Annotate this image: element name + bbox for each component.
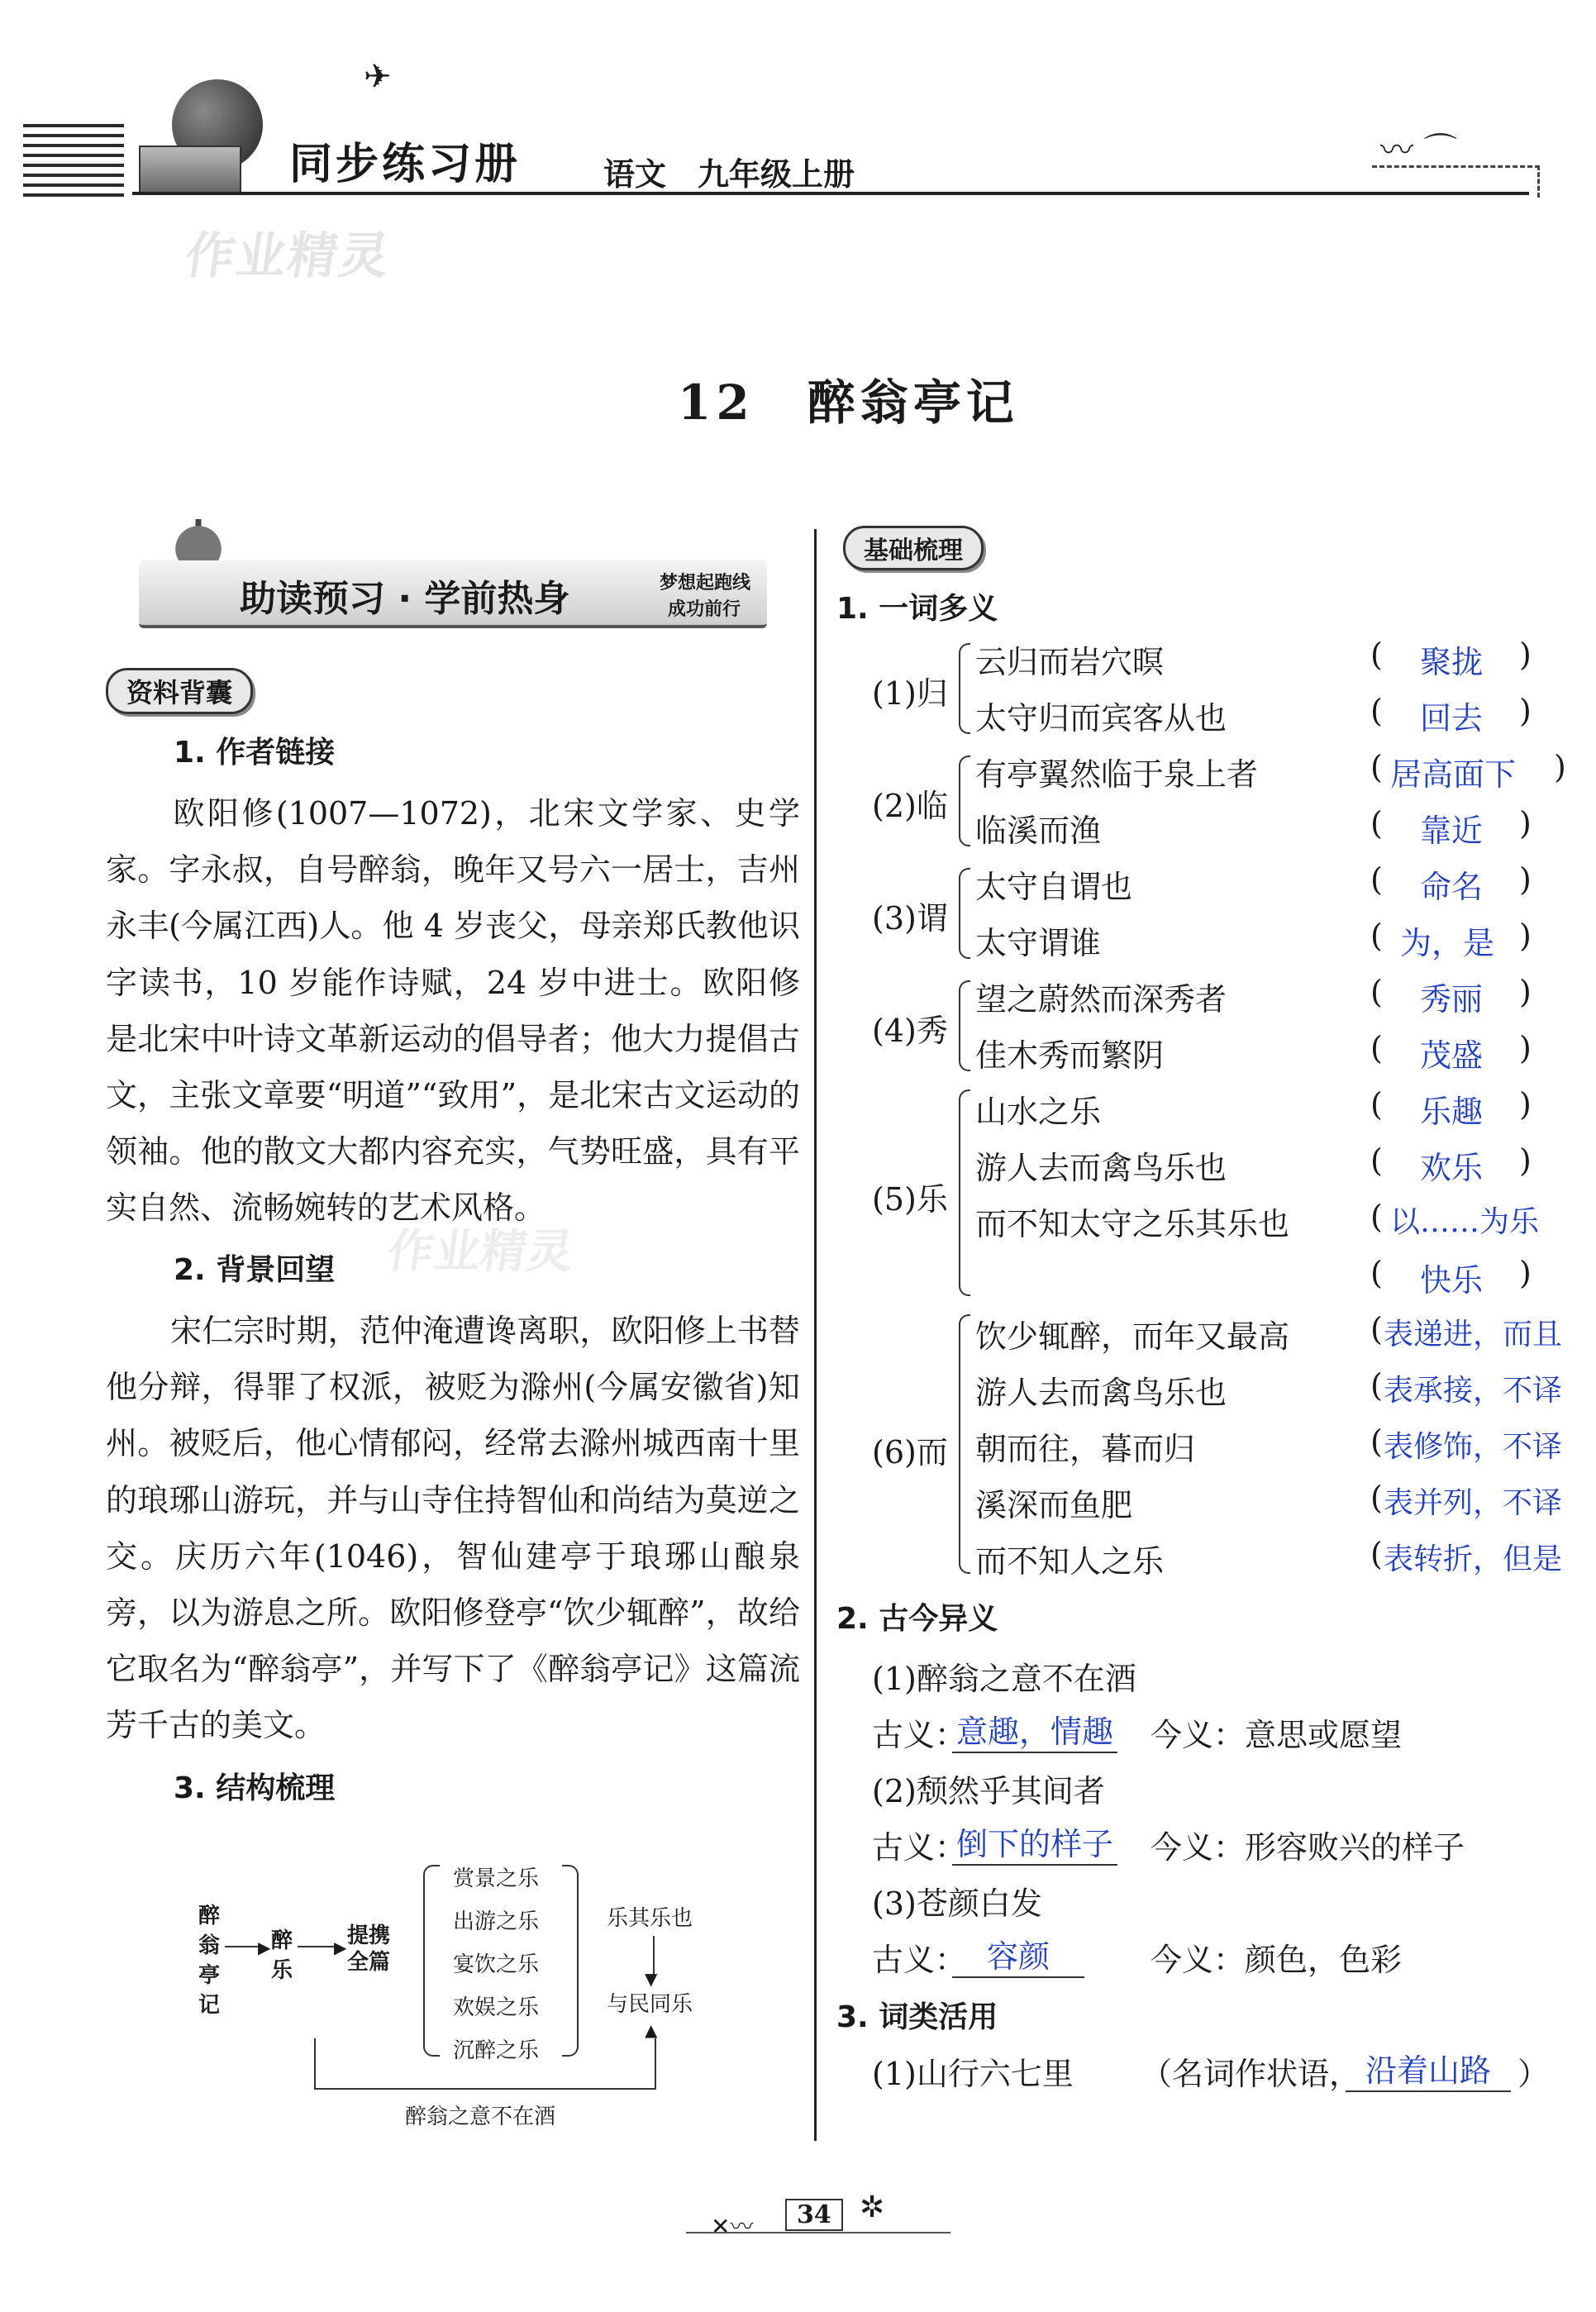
polysemy-answer: 快乐: [1420, 1262, 1484, 1299]
gujin-gu-answer-2: 倒下的样子: [952, 1819, 1117, 1866]
answer-paren-close: ): [1519, 974, 1532, 1010]
gujin-jin-3: 今义：颜色，色彩: [1151, 1942, 1403, 1978]
answer-paren-open: (: [1370, 1311, 1383, 1347]
group-label-4: (4)秀: [872, 1013, 948, 1049]
answer-paren-close: ): [1519, 1086, 1532, 1123]
polysemy-text: 太守自谓也: [975, 869, 1133, 905]
pill-ziliao: 资料背囊: [106, 668, 253, 714]
diagram-bottom: 醉翁之意不在酒: [405, 2105, 556, 2129]
arrow-2: [298, 1946, 339, 1947]
answer-paren-open: (: [1370, 749, 1383, 785]
paragraph-background-text: 宋仁宗时期，范仲淹遭谗离职，欧阳修上书替他分辩，得罪了权派，被贬为滁州(今属安徽省)知州。被贬后，他心情郁闷，经常去滁州城西南十里的琅琊山游玩，并与山寺住持智仙和尚结为莫逆之交。庆历六年(1046)，智仙建亭于琅琊山酿泉旁，以为游息之所。欧阳修登亭“饮少辄醉”，故给它取名为“醉翁亭”，并写下了《醉翁亭记》这篇流芳千古的美文。: [106, 1313, 800, 1744]
column-divider: [814, 529, 817, 2141]
answer-paren-close: ): [1519, 805, 1532, 841]
diagram-start: 醉翁亭记: [198, 1904, 221, 2018]
polysemy-text: 有亭翼然临于泉上者: [975, 756, 1259, 793]
polysemy-text: 太守谓谁: [975, 925, 1102, 961]
banner-slogan-bottom: 成功前行: [668, 599, 741, 620]
watermark-body: 作业精灵: [384, 1225, 577, 1279]
polysemy-text: 而不知太守之乐其乐也: [975, 1206, 1290, 1242]
polysemy-answer: 茂盛: [1420, 1037, 1484, 1074]
gujin-question-3: (3)苍颜白发: [872, 1885, 1042, 1922]
answer-paren-open: (: [1370, 861, 1383, 898]
huoyong-note-open: （名词作状语，: [1141, 2056, 1361, 2092]
diagram-bottom-line: [314, 2038, 656, 2090]
polysemy-text: 溪深而鱼肥: [975, 1487, 1133, 1523]
answer-paren-close: ): [1519, 693, 1532, 729]
answer-paren-close: ): [1519, 1030, 1532, 1066]
diagram-item-3: 宴饮之乐: [453, 1952, 540, 1977]
polysemy-answer: 秀丽: [1420, 981, 1484, 1018]
paragraph-background: [106, 1303, 800, 1754]
group-label-5: (5)乐: [872, 1181, 948, 1218]
arrow-1-head: ▶: [258, 1938, 271, 1957]
polysemy-text: 饮少辄醉，而年又最高: [975, 1318, 1290, 1355]
polysemy-answer: 欢乐: [1420, 1150, 1484, 1186]
chapter-title: 12 醉翁亭记: [678, 374, 1019, 431]
huoyong-question: (1)山行六七里: [872, 2056, 1074, 2092]
answer-paren-close: ): [1519, 1255, 1532, 1291]
answer-paren-open: (: [1370, 1367, 1383, 1404]
diagram-right-top: 乐其乐也: [607, 1906, 693, 1931]
banner-slogan-top: 梦想起跑线: [660, 573, 751, 593]
footer-ornament-right: ✲: [860, 2190, 885, 2224]
answer-paren-close: ): [1519, 861, 1532, 898]
diagram-right-brace: [562, 1865, 579, 2057]
group-label-3: (3)谓: [872, 900, 948, 937]
polysemy-text: 山水之乐: [975, 1094, 1102, 1130]
group-label-6: (6)而: [872, 1434, 948, 1471]
gujin-gu-label-3: 古义：: [872, 1942, 967, 1978]
pill-jichu: 基础梳理: [843, 526, 984, 570]
answer-paren-open: (: [1370, 918, 1383, 954]
paragraph-author: [106, 785, 800, 1237]
gujin-gu-answer-1: 意趣，情趣: [952, 1706, 1117, 1753]
answer-paren-open: (: [1370, 1142, 1383, 1179]
gujin-gu-label-2: 古义：: [872, 1829, 967, 1866]
diagram-right-bottom: 与民同乐: [607, 1992, 693, 2017]
answer-paren-close: ): [1519, 636, 1532, 673]
gujin-gu-label-1: 古义：: [872, 1717, 967, 1753]
group-brace-6: [959, 1314, 970, 1574]
polysemy-answer: 居高面下: [1390, 756, 1517, 793]
answer-paren-open: (: [1370, 805, 1383, 841]
polysemy-text: 云归而岩穴暝: [975, 644, 1165, 680]
banner-title: 助读预习 · 学前热身: [240, 578, 570, 620]
answer-paren-open: (: [1370, 636, 1383, 673]
answer-paren-open: (: [1370, 1199, 1383, 1235]
polysemy-answer: 聚拢: [1420, 644, 1484, 680]
diagram-mid: 醉乐: [271, 1928, 293, 1983]
polysemy-answer: 乐趣: [1420, 1094, 1484, 1130]
polysemy-text: 临溪而渔: [975, 813, 1102, 849]
answer-paren-close: ): [1519, 918, 1532, 954]
group-brace-2: [959, 756, 970, 846]
paper-plane-icon: ✈: [364, 58, 392, 96]
answer-paren-open: (: [1370, 974, 1383, 1010]
group-label-1: (1)归: [872, 675, 948, 712]
polysemy-text: 佳木秀而繁阴: [975, 1037, 1165, 1074]
polysemy-answer: 以……为乐: [1390, 1205, 1540, 1239]
group-brace-5: [959, 1089, 970, 1296]
gujin-question-2: (2)颓然乎其间者: [872, 1773, 1105, 1809]
diagram-item-5: 沉醉之乐: [453, 2038, 540, 2063]
polysemy-answer: 表修饰，不译: [1384, 1430, 1563, 1464]
heading-structure: 3. 结构梳理: [174, 1771, 336, 1805]
polysemy-answer: 表递进，而且: [1384, 1318, 1563, 1351]
heading-gujin: 2. 古今异义: [836, 1602, 998, 1636]
diagram-bottom-arrow-head: ▲: [645, 2020, 658, 2040]
answer-paren-open: (: [1370, 1536, 1383, 1572]
polysemy-answer: 表承接，不译: [1384, 1374, 1563, 1408]
gujin-question-1: (1)醉翁之意不在酒: [872, 1661, 1136, 1697]
arrow-2-head: ▶: [334, 1938, 347, 1957]
answer-paren-open: (: [1370, 693, 1383, 729]
header-stripes: [23, 124, 124, 202]
diagram-left-brace: [423, 1865, 440, 2057]
polysemy-text: 太守归而宾客从也: [975, 700, 1227, 737]
gujin-gu-answer-3: 容颜: [952, 1931, 1084, 1978]
group-brace-1: [959, 643, 970, 734]
gujin-jin-1: 今义：意思或愿望: [1151, 1717, 1403, 1753]
diagram-item-2: 出游之乐: [453, 1909, 540, 1934]
answer-paren-open: (: [1370, 1255, 1383, 1291]
paragraph-author-text: 欧阳修(1007—1072)，北宋文学家、史学家。字永叔，自号醉翁，晚年又号六一居士，吉州永丰(今属江西)人。他 4 岁丧父，母亲郑氏教他识字读书，10 岁能作诗赋，24 岁中进士。欧阳修是北宋中叶诗文革新运动的倡导者；他大力提倡古文，主张文章要“明道”“致用”，是北宋古文运动的领袖。他的散文大都内容充实，气势旺盛，具有平实自然、流畅婉转的艺术风格。: [106, 795, 800, 1227]
answer-paren-open: (: [1370, 1030, 1383, 1066]
footer-rule: [686, 2232, 950, 2233]
gujin-jin-2: 今义：形容败兴的样子: [1151, 1829, 1465, 1866]
diagram-item-1: 赏景之乐: [453, 1866, 540, 1891]
polysemy-text: 游人去而禽鸟乐也: [975, 1375, 1227, 1411]
diagram-link: 提携全篇: [347, 1923, 391, 1975]
answer-paren-open: (: [1370, 1480, 1383, 1516]
polysemy-answer: 为，是: [1400, 925, 1495, 961]
page-number: 34: [785, 2199, 843, 2231]
answer-paren-open: (: [1370, 1423, 1383, 1460]
huoyong-answer: 沿着山路: [1346, 2045, 1511, 2092]
subject-grade: 语文 九年级上册: [603, 156, 855, 193]
polysemy-answer: 命名: [1420, 869, 1484, 905]
watermark: 作业精灵: [181, 227, 395, 285]
polysemy-text: 望之蔚然而深秀者: [975, 981, 1227, 1018]
header-books-icon: [139, 145, 241, 195]
answer-paren-close: ): [1554, 749, 1566, 785]
birds-icon: 〰 ⌒: [1380, 131, 1457, 169]
answer-paren-open: (: [1370, 1086, 1383, 1123]
heading-background: 2. 背景回望: [174, 1253, 336, 1287]
polysemy-text: 而不知人之乐: [975, 1543, 1165, 1580]
polysemy-text: 朝而往，暮而归: [975, 1431, 1196, 1467]
heading-polysemy: 1. 一词多义: [836, 592, 998, 626]
footer-ornament-left: ✕〰: [711, 2213, 754, 2240]
polysemy-answer: 靠近: [1420, 813, 1484, 849]
group-label-2: (2)临: [872, 788, 948, 824]
diagram-item-4: 欢娱之乐: [453, 1995, 540, 2020]
diagram-vertical-arrow-head: ▼: [645, 1969, 658, 1989]
heading-huoyong: 3. 词类活用: [836, 2000, 998, 2034]
book-title: 同步练习册: [289, 139, 522, 189]
polysemy-answer: 回去: [1420, 700, 1484, 737]
polysemy-text: 游人去而禽鸟乐也: [975, 1150, 1227, 1186]
answer-paren-close: ): [1519, 1142, 1532, 1179]
group-brace-3: [959, 868, 970, 959]
polysemy-answer: 表转折，但是: [1384, 1542, 1563, 1576]
huoyong-note-close: ）: [1517, 2056, 1550, 2092]
group-brace-4: [959, 980, 970, 1071]
polysemy-answer: 表并列，不译: [1384, 1486, 1563, 1520]
heading-author: 1. 作者链接: [174, 736, 336, 770]
